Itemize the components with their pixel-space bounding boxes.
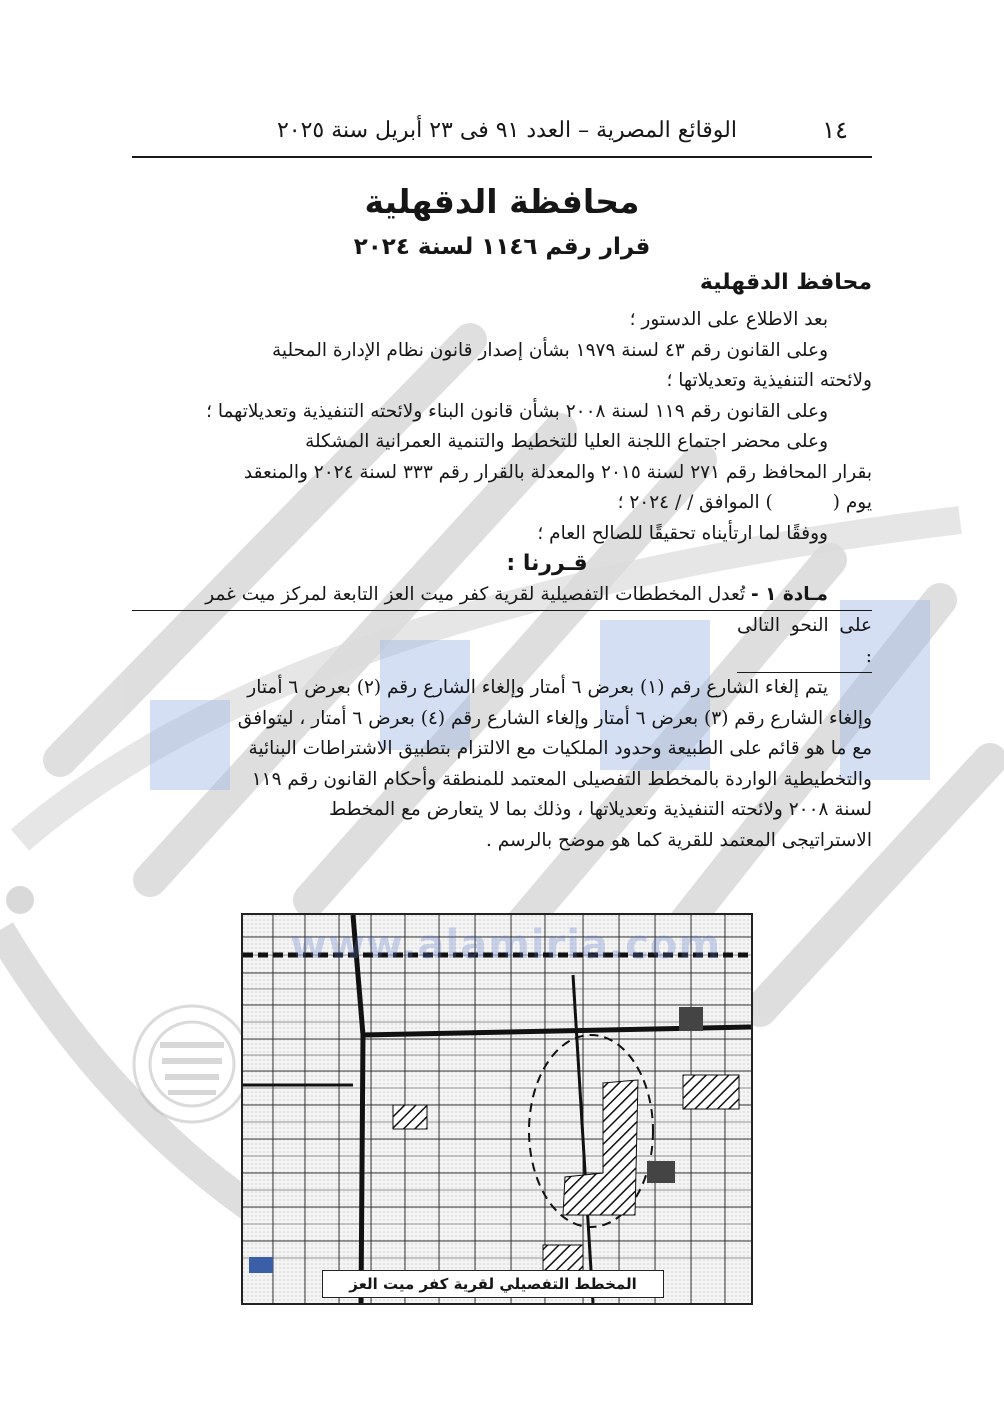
- page-number: ١٤: [822, 116, 848, 144]
- article-1-body-line5: لسنة ٢٠٠٨ ولائحته التنفيذية وتعديلاتها ، وذلك بما لا يتعارض مع المخطط: [329, 799, 872, 820]
- article-1-body-line1: يتم إلغاء الشارع رقم (١) بعرض ٦ أمتار وإلغاء الشارع رقم (٢) بعرض ٦ أمتار: [247, 677, 828, 698]
- document-title: محافظة الدقهلية: [364, 182, 640, 221]
- preamble-law-119: وعلى القانون رقم ١١٩ لسنة ٢٠٠٨ بشأن قانون البناء ولائحته التنفيذية وتعديلاتهما ؛: [206, 400, 828, 422]
- preamble-committee-line2: بقرار المحافظ رقم ٢٧١ لسنة ٢٠١٥ والمعدلة بالقرار رقم ٣٣٣ لسنة ٢٠٢٤ والمنعقد: [243, 461, 872, 483]
- article-1-line1: [132, 580, 872, 612]
- decree-number: قرار رقم ١١٤٦ لسنة ٢٠٢٤: [353, 234, 651, 260]
- preamble-law-43-line1: وعلى القانون رقم ٤٣ لسنة ١٩٧٩ بشأن إصدار قانون نظام الإدارة المحلية: [271, 339, 828, 361]
- preamble-constitution: بعد الاطلاع على الدستور ؛: [629, 309, 828, 330]
- meeting-day-label: يوم (: [832, 492, 872, 513]
- issuer-heading: محافظ الدقهلية: [699, 270, 872, 295]
- meeting-date-label: ) الموافق / / ٢٠٢٤ ؛: [617, 492, 773, 513]
- running-title: الوقائع المصرية – العدد ٩١ فى ٢٣ أبريل سنة ٢٠٢٥: [276, 118, 737, 143]
- page-header: [132, 112, 872, 158]
- article-1-body-line3: مع ما هو قائم على الطبيعة وحدود الملكيات مع الالتزام بتطبيق الاشتراطات البنائية: [248, 738, 872, 759]
- decided-heading: قـررنا :: [506, 551, 588, 576]
- article-1-body-line2: وإلغاء الشارع رقم (٣) بعرض ٦ أمتار وإلغاء الشارع رقم (٤) بعرض ٦ أمتار ، ليتوافق: [237, 707, 872, 729]
- detailed-plan-map: [241, 913, 753, 1305]
- map-caption: المخطط التفصيلي لقرية كفر ميت العز: [322, 1270, 664, 1298]
- article-1-body-line4: والتخطيطية الواردة بالمخطط التفصيلى المعتمد للمنطقة وأحكام القانون رقم ١١٩: [251, 768, 872, 790]
- article-1-line2: على النحو التالى :: [737, 611, 872, 673]
- preamble-law-43-line2: ولائحته التنفيذية وتعديلاتها ؛: [666, 370, 872, 391]
- article-1-label: مـادة ١ -: [750, 583, 828, 605]
- decree-body: [132, 305, 872, 856]
- map-drawing: [243, 915, 751, 1303]
- article-1-body-line6: الاستراتيجى المعتمد للقرية كما هو موضح بالرسم .: [485, 829, 872, 851]
- preamble-committee-line1: وعلى محضر اجتماع اللجنة العليا للتخطيط والتنمية العمرانية المشكلة: [305, 431, 828, 452]
- map-url-watermark: www.alamiria.com: [290, 922, 722, 968]
- preamble-public-interest: ووفقًا لما ارتأيناه تحقيقًا للصالح العام ؛: [537, 522, 828, 544]
- article-1-text: تُعدل المخططات التفصيلية لقرية كفر ميت العز التابعة لمركز ميت غمر: [205, 583, 746, 605]
- preamble-committee-line3: [132, 488, 872, 519]
